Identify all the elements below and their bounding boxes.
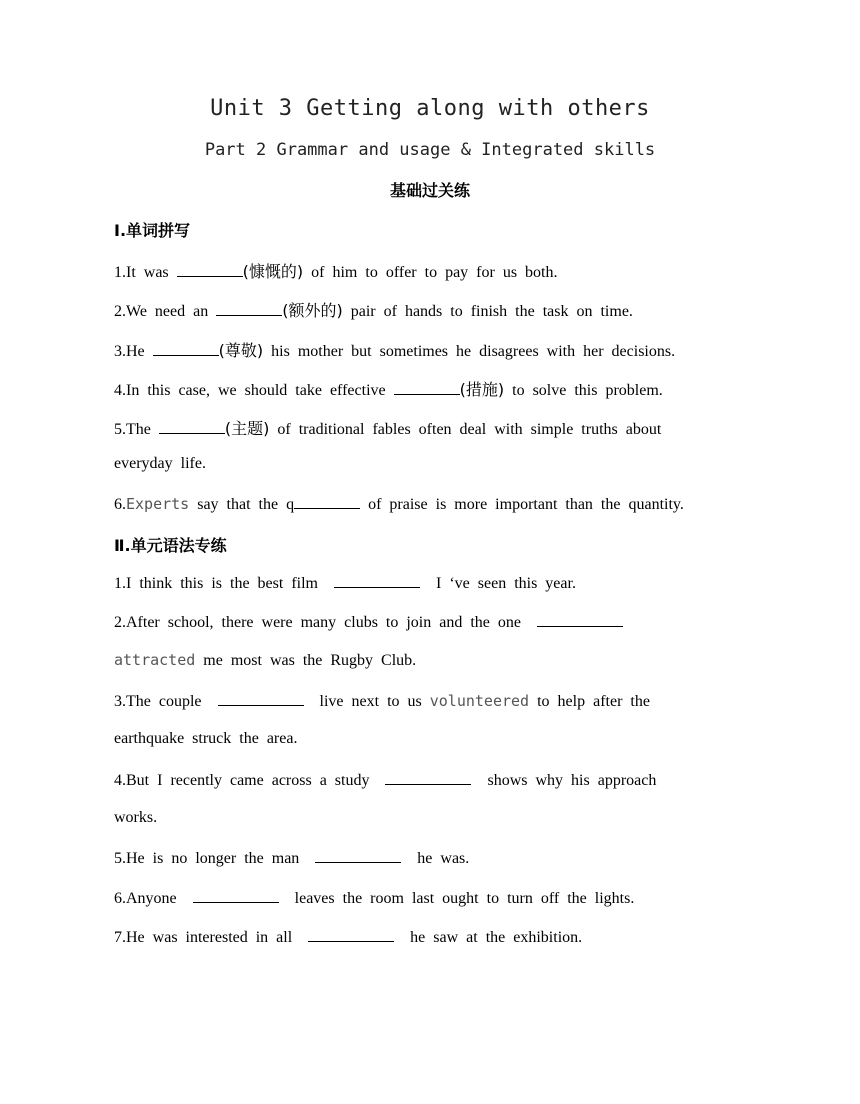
answer-blank[interactable] [218,691,304,706]
answer-blank[interactable] [159,419,225,434]
part2-item-3: 3.The couple live next to us volunteered to help after the [114,692,650,710]
page-subtitle: Part 2 Grammar and usage & Integrated skills [204,140,656,160]
part1-item-4: 4.In this case, we should take effective (措施) to solve this problem. [114,380,663,399]
part2-item-2-cont: attracted me most was the Rugby Club. [114,651,417,669]
answer-blank[interactable] [537,612,623,627]
part2-heading: Ⅱ.单元语法专练 [114,536,227,555]
answer-blank[interactable] [385,770,471,785]
answer-blank[interactable] [308,927,394,942]
part1-heading: Ⅰ.单词拼写 [114,221,191,240]
page-title: Unit 3 Getting along with others [210,96,650,121]
part2-item-6: 6.Anyone leaves the room last ought to turn off the lights. [114,890,635,907]
part2-item-7: 7.He was interested in all he saw at the exhibition. [114,929,583,946]
answer-blank[interactable] [216,301,282,316]
part2-item-4-cont: works. [114,809,158,826]
part1-item-2: 2.We need an (额外的) pair of hands to finish the task on time. [114,301,633,320]
part1-item-5: 5.The (主题) of traditional fables often deal with simple truths about [114,419,662,438]
part2-item-2: 2.After school, there were many clubs to join and the one [114,612,623,632]
answer-blank[interactable] [294,494,360,509]
part2-item-1: 1.I think this is the best film I ‘ve seen this year. [114,575,576,592]
answer-blank[interactable] [394,380,460,395]
section-heading: 基础过关练 [389,181,470,200]
part1-item-6: 6.Experts say that the q of praise is more important than the quantity. [114,495,684,513]
part2-item-4: 4.But I recently came across a study shows why his approach [114,772,657,789]
answer-blank[interactable] [193,888,279,903]
answer-blank[interactable] [334,573,420,588]
part2-item-3-cont: earthquake struck the area. [114,730,298,747]
answer-blank[interactable] [177,262,243,277]
answer-blank[interactable] [153,341,219,356]
part1-item-5-cont: everyday life. [114,455,206,472]
answer-blank[interactable] [315,848,401,863]
part1-item-3: 3.He (尊敬) his mother but sometimes he disagrees with her decisions. [114,341,676,360]
part1-item-1: 1.It was (慷慨的) of him to offer to pay for us both. [114,262,558,281]
part2-item-5: 5.He is no longer the man he was. [114,850,470,867]
